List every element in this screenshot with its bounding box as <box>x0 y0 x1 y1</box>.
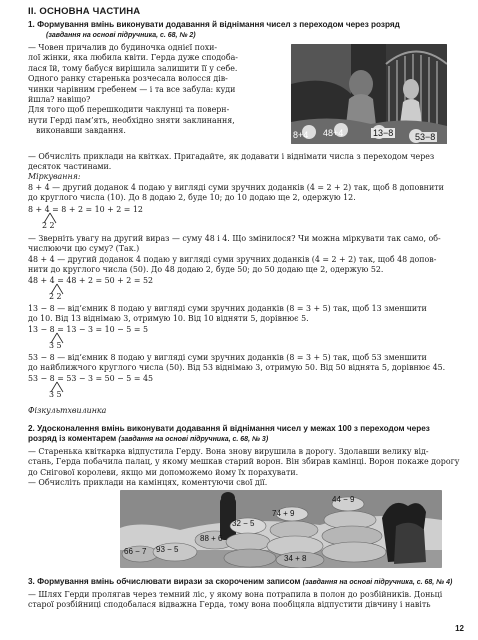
stone-label-4: 32 − 5 <box>232 519 255 528</box>
reasoning-3: 13 − 8 — від’ємник 8 подаю у вигляді суми зручних доданків (8 = 3 + 5) так, щоб 13 зменшити до 10. Від 13 віднімаю 3, отримую 10. Від 10 відняти 5, дорівнює 5. <box>28 304 427 324</box>
reasoning-4: 53 − 8 — від’ємник 8 подаю у вигляді суми зручних доданків (8 = 3 + 5) так, щоб 53 зменшити до найближчого круглого числа (50). Від 53 віднімаю 3, отримую 50. Від 50 віднята 5, дорівнює 45. <box>28 353 446 373</box>
flower-label-1: 8+4 <box>293 130 309 140</box>
reasoning-1: 8 + 4 — другий доданок 4 подаю у вигляді суми зручних доданків (4 = 2 + 2) так, щоб 8 доповнити до круглого числа (10). До 8 додаю 2, буде 10; до 10 додаю ще 2, одержую 12. <box>28 183 444 203</box>
flower-label-4: 53−8 <box>415 132 436 142</box>
task1-title: 1. Формування вмінь виконувати додавання й віднімання чисел з переходом через розряд <box>28 20 400 29</box>
split-1: 2 2 <box>42 221 55 230</box>
stone-label-5: 74 + 9 <box>272 509 295 518</box>
stone-label-7: 44 − 9 <box>332 495 355 504</box>
calc-1: 8 + 4 = 8 + 2 = 10 + 2 = 12 <box>28 205 143 214</box>
calc-3: 13 − 8 = 13 − 3 = 10 − 5 = 5 <box>28 325 148 334</box>
stone-label-3: 88 + 6 <box>200 534 223 543</box>
reasoning-2: 48 + 4 — другий доданок 4 подаю у вигляді суми зручних доданків (4 = 2 + 2) так, щоб 48 допов- нити до круглого числа (50). До 48 додаю 2, буде 50; до 50 додаю ще 2, одержую 52. <box>28 255 437 275</box>
stone-label-1: 66 − 7 <box>124 547 147 556</box>
task1-ref: (завдання на основі підручника, с. 68, № 2) <box>46 32 196 39</box>
fizkult-label: Фізкультхвилинка <box>28 406 107 415</box>
task1-instruction: — Обчисліть приклади на квітках. Пригадайте, як додавати і віднімати числа з переходом через десяток частинами. <box>28 152 435 172</box>
question-2: — Зверніть увагу на другий вираз — суму 48 і 4. Що змінилося? Чи можна міркувати так само, об- числюючи цю суму? (Так.) <box>28 234 441 254</box>
task3-title: 3. Формування вмінь обчислювати вирази за скороченим записом (завдання на основі підручника, с. 68, № 4) <box>28 577 453 586</box>
calc-4: 53 − 8 = 53 − 3 = 50 − 5 = 45 <box>28 374 153 383</box>
task2-title: 2. Удосконалення вмінь виконувати додавання й віднімання чисел у межах 100 з переходом через розряд із коментарем (завдання на основі підручника, с. 68, № 3) <box>28 424 430 443</box>
split-2: 2 2 <box>49 292 62 301</box>
section-title: ІІ. ОСНОВНА ЧАСТИНА <box>28 6 141 17</box>
task2-text: — Старенька квіткарка відпустила Герду. Вона знову вирушила в дорогу. Здолавши велику від- стань, Герда побачила палац, у якому мешкав старий ворон. Він збирав камінці. Ворон покаже дорогу до Снігової королеви, якщо ми допоможемо йому їх порахувати. — Обчисліть приклади на камінцях, коментуючи свої дії. <box>28 447 460 488</box>
split-3: 3 5 <box>49 341 62 350</box>
flower-gate-illustration <box>291 44 447 144</box>
page-number: 12 <box>455 624 464 633</box>
calc-2: 48 + 4 = 48 + 2 = 50 + 2 = 52 <box>28 276 153 285</box>
task3-text: — Шлях Герди пролягав через темний ліс, у якому вона потрапила в полон до розбійників. Доньці старої розбійниці сподобалася відважна Герда, тому вона пообіцяла відпустити дівчину і навіть <box>28 590 443 610</box>
stone-label-2: 93 − 5 <box>156 545 179 554</box>
stone-label-6: 34 + 8 <box>284 554 307 563</box>
flower-label-2: 48+4 <box>323 128 344 138</box>
stones-illustration <box>120 490 442 568</box>
task1-story: — Човен причалив до будиночка однієї похи- лої жінки, яка любила квіти. Герда дуже сподоба- лася їй, тому бабуся вирішила залишити її у себе. Одного ранку старенька розчесала волосся дів- чинки чарівним гребенем — і та все забула: куди йшла? навіщо? Для того щоб перешкодити чаклунці та поверн- нути Герді пам’ять, необхідно зняти заклинання, виконавши завдання. <box>28 43 238 136</box>
split-4: 3 5 <box>49 390 62 399</box>
flower-label-3: 13−8 <box>373 128 394 138</box>
reasoning-label: Міркування: <box>28 172 81 181</box>
